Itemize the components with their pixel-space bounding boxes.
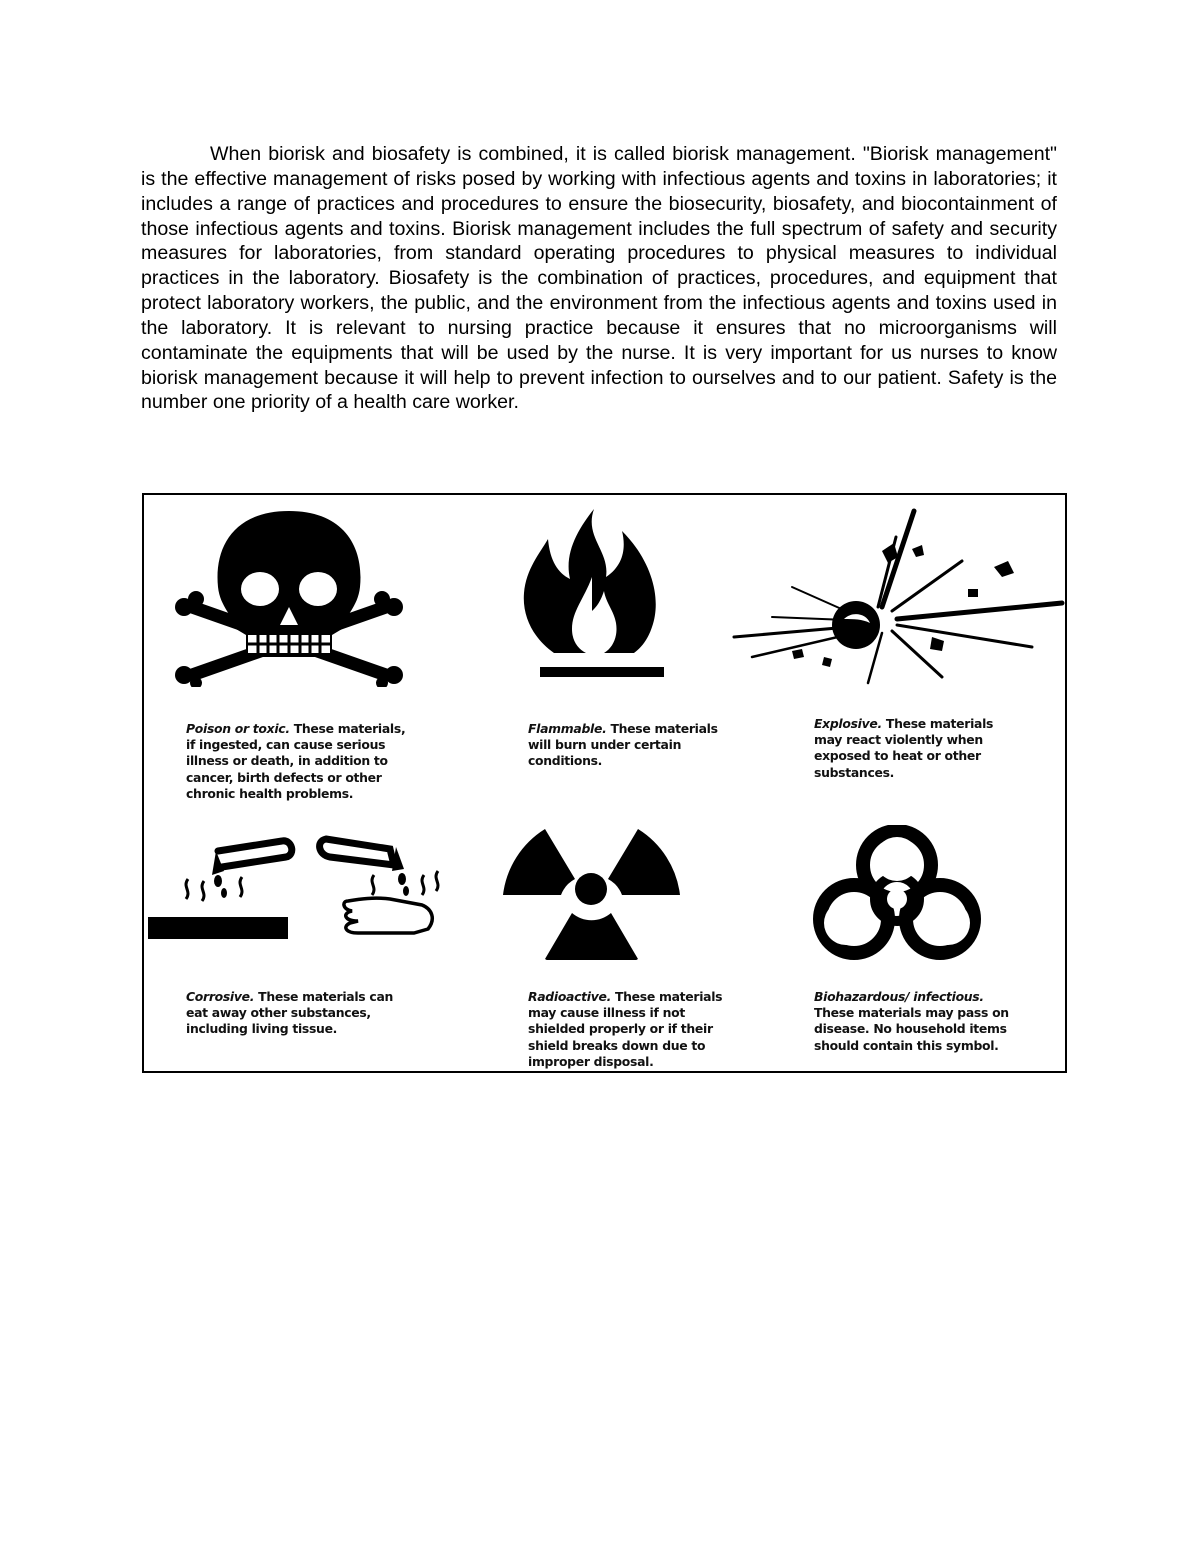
caption-label: Flammable. bbox=[528, 721, 607, 736]
caption-corrosive bbox=[186, 989, 396, 1038]
skull-crossbones-icon bbox=[174, 507, 404, 687]
caption-text: These materials may pass on disease. No household items should contain this symbol. bbox=[814, 1005, 1009, 1053]
caption-label: Radioactive. bbox=[528, 989, 611, 1004]
caption-text: These materials may cause illness if not shielded properly or if their shield breaks down due to improper disposal. bbox=[528, 989, 723, 1069]
caption-explosive bbox=[814, 716, 1004, 781]
caption-text: These materials will burn under certain conditions. bbox=[528, 721, 718, 769]
hazard-symbols-figure bbox=[142, 493, 1067, 1073]
caption-text: These materials may react violently when exposed to heat or other substances. bbox=[814, 716, 994, 780]
biohazard-icon bbox=[802, 825, 992, 965]
caption-label: Biohazardous/ infectious. bbox=[814, 989, 984, 1004]
corrosive-icon bbox=[146, 829, 446, 949]
caption-label: Corrosive. bbox=[186, 989, 255, 1004]
explosion-icon bbox=[732, 507, 1067, 687]
caption-text: These materials, if ingested, can cause serious illness or death, in addition to cancer, birth defects or other chronic health problems. bbox=[186, 721, 406, 801]
caption-biohazard bbox=[814, 989, 1014, 1054]
caption-label: Explosive. bbox=[814, 716, 882, 731]
caption-radioactive bbox=[528, 989, 728, 1070]
flame-icon bbox=[514, 507, 674, 687]
body-paragraph: When biorisk and biosafety is combined, it is called biorisk management. "Biorisk management" is the effective management of risks posed by working with infectious agents and toxins in laboratories; it includes a range of practices and procedures to ensure the biosecurity, biosafety, and biocontainment of those infectious agents and toxins. Biorisk management includes the full spectrum of safety and security measures for laboratories, from standard operating procedures to physical measures to individual practices in the laboratory. Biosafety is the combination of practices, procedures, and equipment that protect laboratory workers, the public, and the environment from the infectious agents and toxins used in the laboratory. It is relevant to nursing practice because it ensures that no microorganisms will contaminate the equipments that will be used by the nurse. It is very important for us nurses to know biorisk management because it will help to prevent infection to ourselves and to our patient. Safety is the number one priority of a health care worker. bbox=[141, 143, 1057, 414]
caption-label: Poison or toxic. bbox=[186, 721, 290, 736]
caption-poison bbox=[186, 721, 411, 802]
caption-text: These materials can eat away other substances, including living tissue. bbox=[186, 989, 394, 1037]
caption-flammable bbox=[528, 721, 728, 770]
radiation-icon bbox=[499, 825, 684, 960]
